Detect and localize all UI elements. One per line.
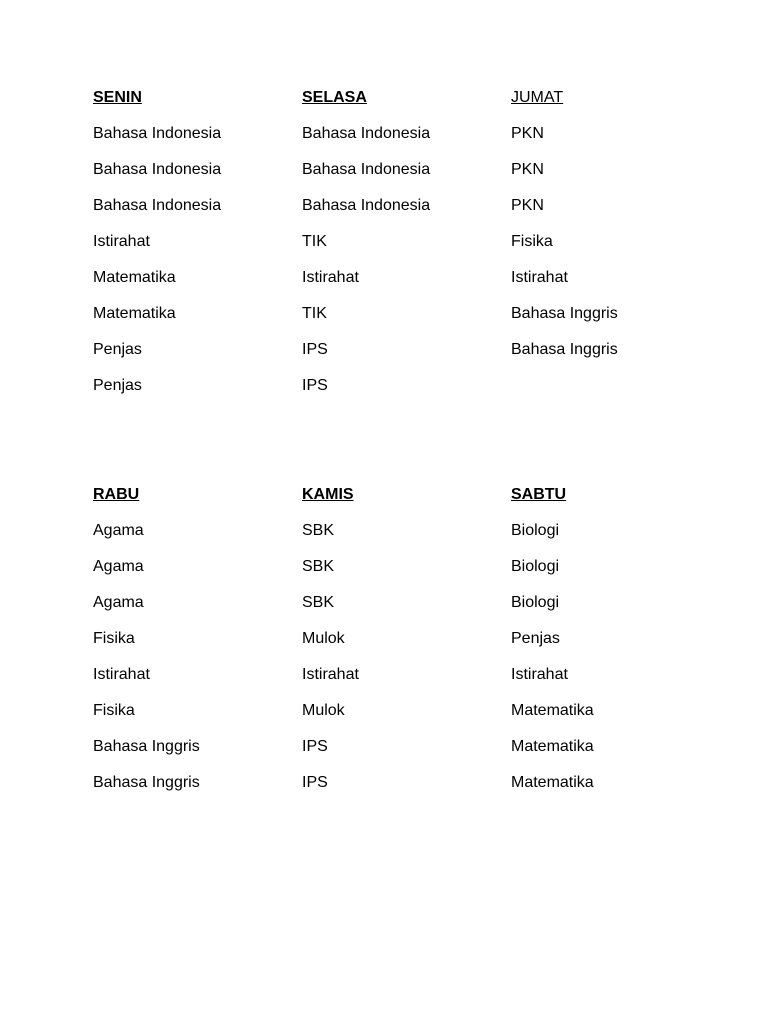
day-title-sabtu: SABTU (511, 486, 567, 503)
subject-item: Agama (93, 558, 144, 575)
subject-item: Agama (93, 594, 144, 611)
subject-item: IPS (302, 377, 328, 394)
day-column-rabu (93, 484, 302, 808)
subject-item: TIK (302, 233, 327, 250)
subject-item: Bahasa Inggris (511, 305, 618, 322)
schedule-block-top (93, 87, 693, 411)
subject-item: Mulok (302, 702, 345, 719)
subject-item: Fisika (93, 630, 135, 647)
subject-item: Bahasa Inggris (511, 341, 618, 358)
subject-item: Bahasa Indonesia (302, 125, 431, 142)
day-column-sabtu (511, 484, 720, 808)
subject-item: Matematika (93, 305, 176, 322)
subject-item: Matematika (511, 738, 594, 755)
subject-item: Penjas (93, 377, 142, 394)
subject-item: Penjas (511, 630, 560, 647)
day-column-kamis (302, 484, 511, 808)
subject-item: Istirahat (302, 666, 359, 683)
subject-item: Biologi (511, 594, 560, 611)
subject-item: Fisika (511, 233, 553, 250)
subject-item: IPS (302, 738, 328, 755)
subject-item: Istirahat (93, 233, 150, 250)
subject-item: IPS (302, 341, 328, 358)
subject-item: SBK (302, 594, 335, 611)
subject-item: TIK (302, 305, 327, 322)
subject-item: IPS (302, 774, 328, 791)
day-title-jumat: JUMAT (511, 89, 564, 106)
subject-item: Biologi (511, 522, 560, 539)
day-title-senin: SENIN (93, 89, 142, 106)
subject-item: Bahasa Indonesia (93, 197, 222, 214)
day-column-senin (93, 87, 302, 411)
subject-item: Agama (93, 522, 144, 539)
subject-item: Bahasa Indonesia (302, 197, 431, 214)
day-column-jumat (511, 87, 720, 411)
subject-item: Matematika (511, 774, 594, 791)
subject-item: Bahasa Inggris (93, 774, 200, 791)
subject-item: Istirahat (302, 269, 359, 286)
subject-item: Bahasa Indonesia (302, 161, 431, 178)
subject-item: Istirahat (511, 666, 568, 683)
subject-item: Bahasa Inggris (93, 738, 200, 755)
subject-item: Mulok (302, 630, 345, 647)
subject-item: Fisika (93, 702, 135, 719)
subject-item: PKN (511, 197, 544, 214)
day-title-kamis: KAMIS (302, 486, 354, 503)
subject-item: Bahasa Indonesia (93, 161, 222, 178)
subject-item: Bahasa Indonesia (93, 125, 222, 142)
subject-item: Istirahat (93, 666, 150, 683)
schedule-block-bottom (93, 484, 693, 808)
subject-item: Matematika (511, 702, 594, 719)
subject-item: PKN (511, 125, 544, 142)
day-title-selasa: SELASA (302, 89, 367, 106)
subject-item: Matematika (93, 269, 176, 286)
day-column-selasa (302, 87, 511, 411)
subject-item: SBK (302, 558, 335, 575)
subject-item: Istirahat (511, 269, 568, 286)
day-title-rabu: RABU (93, 486, 140, 503)
subject-item: Penjas (93, 341, 142, 358)
subject-item: PKN (511, 161, 544, 178)
subject-item: SBK (302, 522, 335, 539)
subject-item: Biologi (511, 558, 560, 575)
